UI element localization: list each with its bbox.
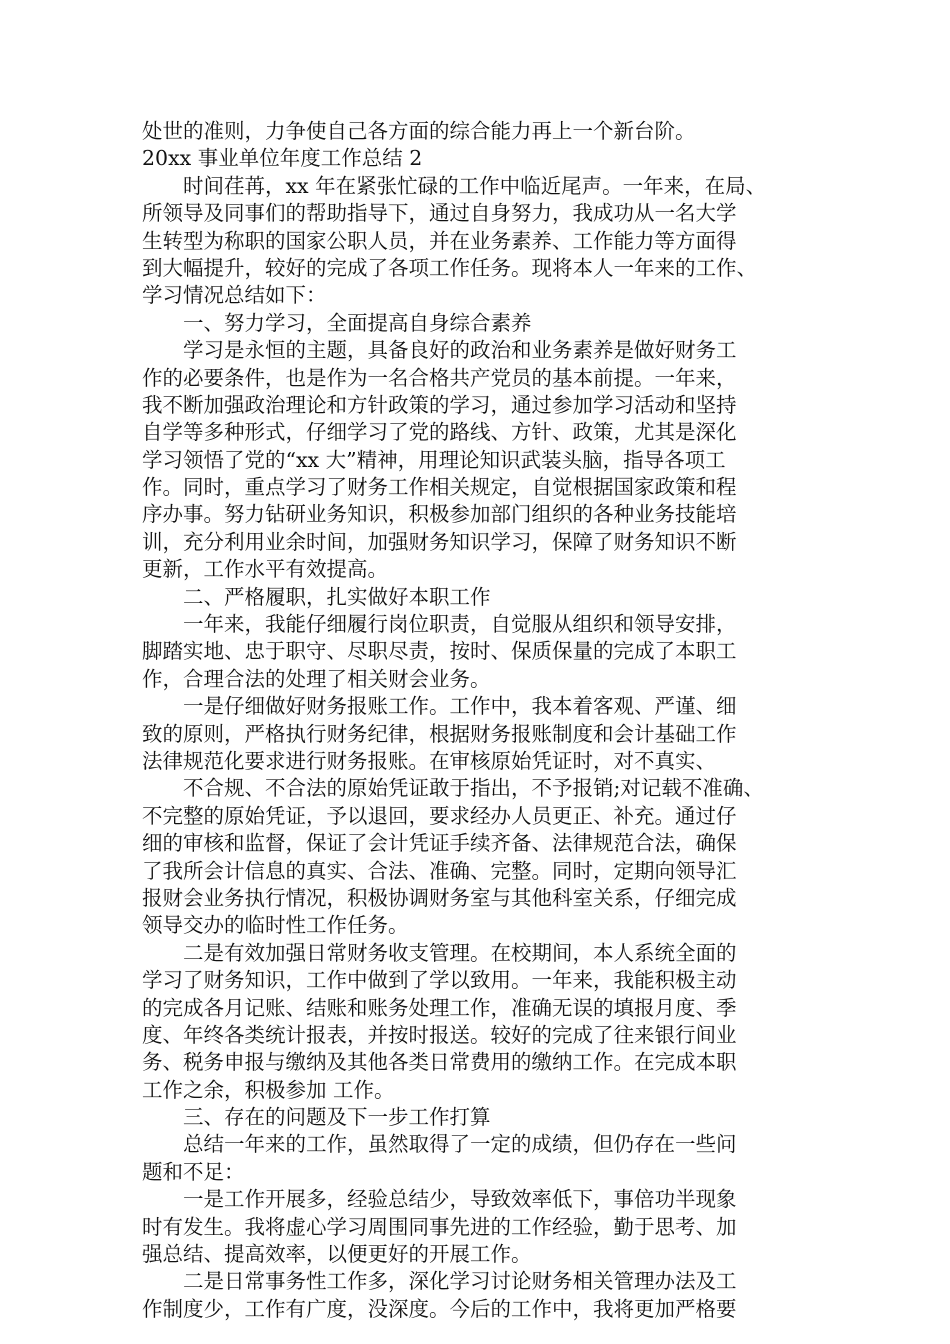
text-line: 学习领悟了党的“xx 大”精神，用理论知识武装头脑，指导各项工 (142, 447, 726, 472)
text-line: 训，充分利用业余时间，加强财务知识学习，保障了财务知识不断 (142, 529, 737, 554)
text-line: 到大幅提升，较好的完成了各项工作任务。现将本人一年来的工作、 (142, 255, 757, 280)
text-line: 作制度少，工作有广度，没深度。今后的工作中，我将更加严格要 (142, 1296, 737, 1321)
text-line: 总结一年来的工作，虽然取得了一定的成绩，但仍存在一些问 (142, 1132, 737, 1157)
text-line: 时间荏苒，xx 年在紧张忙碌的工作中临近尾声。一年来，在局、 (142, 173, 767, 198)
text-line: 度、年终各类统计报表，并按时报送。较好的完成了往来银行间业 (142, 1022, 737, 1047)
text-line: 的完成各月记账、结账和账务处理工作，准确无误的填报月度、季 (142, 995, 737, 1020)
document-body (142, 118, 842, 1323)
text-line: 我不断加强政治理论和方针政策的学习，通过参加学习活动和坚持 (142, 392, 737, 417)
text-line: 学习了财务知识，工作中做到了学以致用。一年来，我能积极主动 (142, 968, 737, 993)
text-line: 处世的准则，力争使自己各方面的综合能力再上一个新台阶。 (142, 119, 696, 143)
text-line: 二是有效加强日常财务收支管理。在校期间，本人系统全面的 (142, 940, 737, 965)
text-line: 更新，工作水平有效提高。 (142, 557, 388, 582)
text-line: 务、税务申报与缴纳及其他各类日常费用的缴纳工作。在完成本职 (142, 1050, 737, 1075)
text-line: 细的审核和监督，保证了会计凭证手续齐备、法律规范合法，确保 (142, 831, 737, 856)
text-line: 工作之余，积极参加 工作。 (142, 1077, 395, 1102)
text-line: 序办事。努力钻研业务知识，积极参加部门组织的各种业务技能培 (142, 502, 737, 527)
text-line: 二、严格履职，扎实做好本职工作 (142, 584, 491, 609)
text-line: 一是仔细做好财务报账工作。工作中，我本着客观、严谨、细 (142, 694, 737, 719)
text-line: 脚踏实地、忠于职守、尽职尽责，按时、保质保量的完成了本职工 (142, 639, 737, 664)
text-line: 学习情况总结如下： (142, 283, 327, 308)
text-line: 二是日常事务性工作多，深化学习讨论财务相关管理办法及工 (142, 1269, 737, 1294)
text-line: 一是工作开展多，经验总结少，导致效率低下，事倍功半现象 (142, 1187, 737, 1212)
text-line: 不合规、不合法的原始凭证敢于指出，不予报销;对记载不准确、 (142, 776, 764, 801)
text-line: 不完整的原始凭证，予以退回，要求经办人员更正、补充。通过仔 (142, 803, 737, 828)
text-line: 强总结、提高效率，以便更好的开展工作。 (142, 1242, 532, 1267)
text-line: 学习是永恒的主题，具备良好的政治和业务素养是做好财务工 (142, 338, 737, 363)
text-line: 时有发生。我将虚心学习周围同事先进的工作经验，勤于思考、加 (142, 1214, 737, 1239)
text-line: 领导交办的临时性工作任务。 (142, 913, 409, 938)
text-line: 生转型为称职的国家公职人员，并在业务素养、工作能力等方面得 (142, 228, 737, 253)
text-line: 作。同时，重点学习了财务工作相关规定，自觉根据国家政策和程 (142, 475, 737, 500)
text-line: 题和不足： (142, 1159, 245, 1184)
text-line: 致的原则，严格执行财务纪律，根据财务报账制度和会计基础工作 (142, 721, 737, 746)
text-line: 报财会业务执行情况，积极协调财务室与其他科室关系，仔细完成 (142, 885, 737, 910)
text-line: 自学等多种形式，仔细学习了党的路线、方针、政策，尤其是深化 (142, 420, 737, 445)
section-title: 20xx 事业单位年度工作总结 2 (142, 146, 423, 171)
text-line: 所领导及同事们的帮助指导下，通过自身努力，我成功从一名大学 (142, 201, 737, 226)
text-line: 法律规范化要求进行财务报账。在审核原始凭证时，对不真实、 (142, 748, 716, 773)
text-line: 了我所会计信息的真实、合法、准确、完整。同时，定期向领导汇 (142, 858, 737, 883)
text-line: 一年来，我能仔细履行岗位职责，自觉服从组织和领导安排， (142, 612, 737, 637)
text-line: 作的必要条件，也是作为一名合格共产党员的基本前提。一年来， (142, 365, 737, 390)
text-line: 三、存在的问题及下一步工作打算 (142, 1105, 491, 1130)
text-line: 一、努力学习，全面提高自身综合素养 (142, 310, 532, 335)
text-line: 作，合理合法的处理了相关财会业务。 (142, 666, 491, 691)
